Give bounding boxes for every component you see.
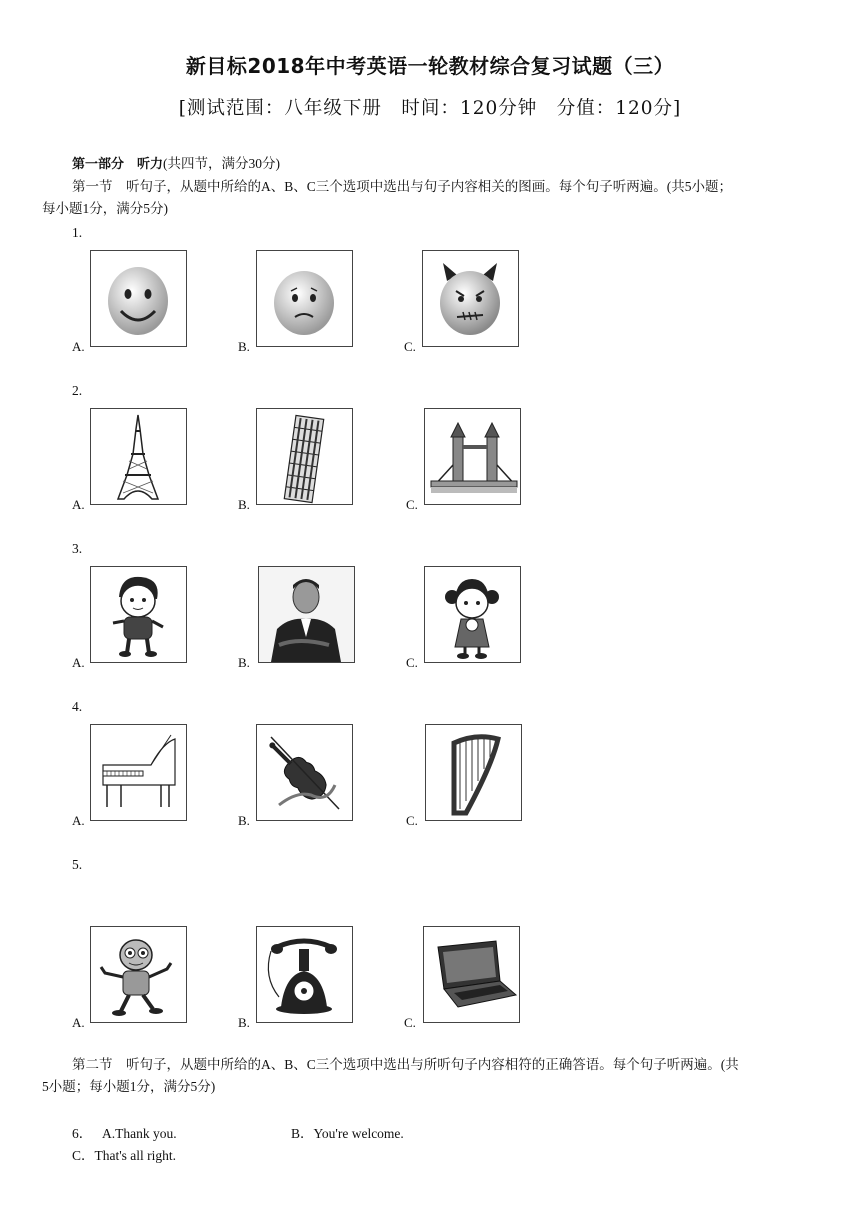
telephone-icon <box>257 927 352 1022</box>
option-image-devil-face[interactable] <box>422 250 519 347</box>
option-image-cartoon-boy[interactable] <box>90 566 187 663</box>
option-image-laptop[interactable] <box>423 926 520 1023</box>
option-image-harp[interactable] <box>425 724 522 821</box>
option-image-eiffel-tower[interactable] <box>90 408 187 505</box>
section1-instruction-line2: 每小题1分，满分5分) <box>42 201 168 216</box>
option-label: C. <box>406 497 418 512</box>
option-label: A. <box>72 813 85 828</box>
option-image-tower-bridge[interactable] <box>424 408 521 505</box>
laptop-icon <box>424 927 519 1022</box>
tower-bridge-icon <box>425 409 520 504</box>
option-label: B. <box>238 497 250 512</box>
option-label: C. <box>406 813 418 828</box>
option-image-telephone[interactable] <box>256 926 353 1023</box>
option-image-man-in-suit[interactable] <box>258 566 355 663</box>
page-subtitle: [测试范围：八年级下册 时间：120分钟 分值：120分] <box>178 98 682 119</box>
option-label: A. <box>72 497 85 512</box>
option-image-worried-face[interactable] <box>256 250 353 347</box>
smiling-face-icon <box>91 251 186 346</box>
option-image-robot[interactable] <box>90 926 187 1023</box>
answer-option-b: B．You're welcome. <box>291 1126 404 1141</box>
part1-heading-label: 第一部分 听力 <box>72 157 164 172</box>
section2-instruction-line2: 5小题；每小题1分，满分5分) <box>42 1079 216 1094</box>
option-image-cartoon-girl[interactable] <box>424 566 521 663</box>
option-label: C. <box>404 1015 416 1030</box>
option-label: A. <box>72 339 85 354</box>
leaning-tower-icon <box>257 409 352 504</box>
question-number: 5. <box>72 857 83 872</box>
piano-icon <box>91 725 186 820</box>
devil-face-icon <box>423 251 518 346</box>
option-label: C. <box>404 339 416 354</box>
option-image-piano[interactable] <box>90 724 187 821</box>
section1-instruction-line1: 第一节 听句子，从题中所给的A、B、C三个选项中选出与句子内容相关的图画。每个句子听两遍。(共5小题； <box>72 179 733 194</box>
option-label: C. <box>406 655 418 670</box>
option-label: B. <box>238 813 250 828</box>
robot-icon <box>91 927 186 1022</box>
option-image-leaning-tower[interactable] <box>256 408 353 505</box>
part1-heading-note: (共四节，满分30分) <box>163 156 281 171</box>
page-title: 新目标2018年中考英语一轮教材综合复习试题（三） <box>185 54 675 78</box>
section2-instruction-line1: 第二节 听句子，从题中所给的A、B、C三个选项中选出与所听句子内容相符的正确答语。每个句子听两遍。(共 <box>72 1057 739 1072</box>
worried-face-icon <box>257 251 352 346</box>
question-number: 3. <box>72 541 83 556</box>
answer-option-c: C．That's all right. <box>72 1148 177 1163</box>
option-label: B. <box>238 655 250 670</box>
question-number: 2. <box>72 383 83 398</box>
man-in-suit-icon <box>259 567 354 662</box>
question-number: 4. <box>72 699 83 714</box>
option-image-smiling-face[interactable] <box>90 250 187 347</box>
option-label: A. <box>72 655 85 670</box>
eiffel-tower-icon <box>91 409 186 504</box>
question-number: 6． <box>72 1126 93 1141</box>
question-number: 1. <box>72 225 83 240</box>
option-label: A. <box>72 1015 85 1030</box>
cartoon-girl-icon <box>425 567 520 662</box>
option-label: B. <box>238 1015 250 1030</box>
option-label: B. <box>238 339 250 354</box>
answer-option-a: A.Thank you. <box>102 1126 177 1141</box>
cartoon-boy-icon <box>91 567 186 662</box>
option-image-violin[interactable] <box>256 724 353 821</box>
harp-icon <box>426 725 521 820</box>
violin-icon <box>257 725 352 820</box>
part1-heading <box>72 153 280 176</box>
